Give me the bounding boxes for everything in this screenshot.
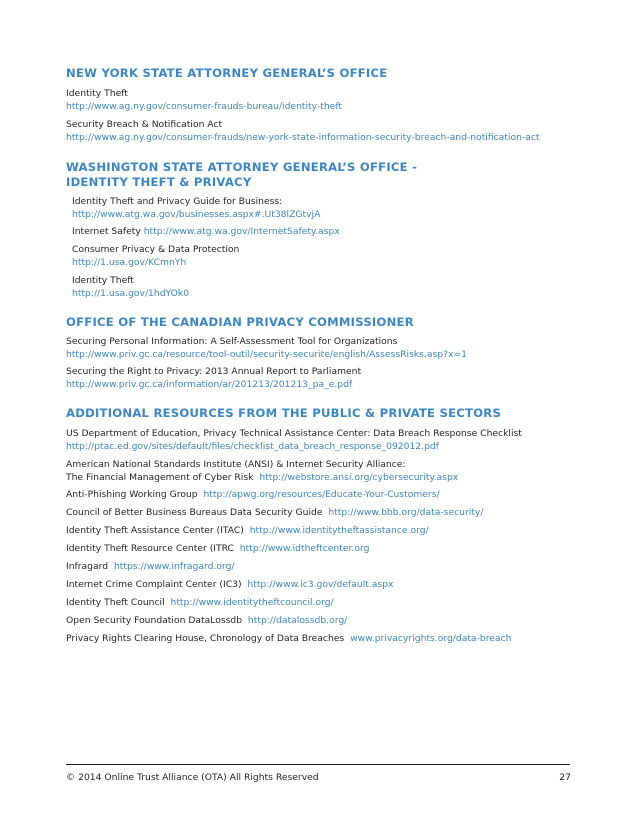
resource-entry [66,119,540,144]
resource-label: Infragard [66,561,109,572]
footer-divider [66,764,570,765]
resource-link[interactable]: http://webstore.ansi.org/cybersecurity.aspx [259,471,459,483]
resource-entry [66,459,458,484]
resource-entry [72,275,189,300]
resource-entry [72,196,320,221]
resource-link[interactable]: https://www.infragard.org/ [113,561,235,572]
resource-link[interactable]: http://www.atg.wa.gov/businesses.aspx#.Ut38lZGtvjA [72,208,321,220]
resource-link[interactable]: http://www.ag.ny.gov/consumer-frauds-bureau/identity-theft [66,100,343,112]
resource-entry [66,88,342,113]
section-heading-new-york: NEW YORK STATE ATTORNEY GENERAL’S OFFICE [66,66,388,80]
resource-label: Open Security Foundation DataLossdb [66,615,243,626]
resource-entry [66,561,235,574]
resource-link[interactable]: http://www.identitytheftcouncil.org/ [170,597,334,608]
resource-label: Security Breach & Notification Act [66,119,223,130]
resource-link[interactable]: http://ptac.ed.gov/sites/default/files/checklist_data_breach_response_092012.pdf [66,440,439,452]
resource-label: Internet Crime Complaint Center (IC3) [66,579,242,590]
resource-label: Securing Personal Information: A Self-Assessment Tool for Organizations [66,336,398,347]
resource-entry [66,579,393,592]
resource-label: Identity Theft and Privacy Guide for Business: [72,196,283,207]
page-number: 27 [559,772,571,783]
section-heading-washington [66,160,417,190]
resource-label: American National Standards Institute (ANSI) & Internet Security Alliance: [66,459,406,470]
resource-label: Privacy Rights Clearing House, Chronology of Data Breaches [66,633,345,644]
resource-link[interactable]: http://www.priv.gc.ca/information/ar/201213/201213_pa_e.pdf [66,378,353,390]
resource-label: The Financial Management of Cyber Risk [66,471,254,483]
resource-link[interactable]: http://www.idtheftcenter.org [239,543,370,554]
resource-link[interactable]: http://www.atg.wa.gov/InternetSafety.aspx [143,226,340,237]
resource-link[interactable]: http://www.ag.ny.gov/consumer-frauds/new-york-state-information-security-breach-and-notification-act [66,131,540,143]
resource-label: Internet Safety [72,226,141,237]
resource-entry [72,244,239,269]
resource-link[interactable]: http://1.usa.gov/1hdYOk0 [72,287,190,299]
resource-label: Anti-Phishing Working Group [66,489,198,500]
resource-link[interactable]: http://www.bbb.org/data-security/ [328,507,484,518]
resource-label: Consumer Privacy & Data Protection [72,244,240,255]
resource-entry [66,336,467,361]
resource-label: Securing the Right to Privacy: 2013 Annual Report to Parliament [66,366,362,377]
resource-label: Identity Theft [66,88,128,99]
section-heading-line: IDENTITY THEFT & PRIVACY [66,175,252,189]
resource-label: Identity Theft Assistance Center (ITAC) [66,525,244,536]
resource-label: US Department of Education, Privacy Technical Assistance Center: Data Breach Response Checklist [66,428,522,439]
footer-copyright: © 2014 Online Trust Alliance (OTA) All Rights Reserved [66,772,319,783]
resource-link[interactable]: http://www.ic3.gov/default.aspx [247,579,394,590]
resource-link[interactable]: http://apwg.org/resources/Educate-Your-Customers/ [203,489,440,500]
resource-entry [66,615,347,628]
section-heading-line: WASHINGTON STATE ATTORNEY GENERAL’S OFFICE - [66,160,418,174]
resource-entry [66,597,334,610]
section-heading-canadian: OFFICE OF THE CANADIAN PRIVACY COMMISSIONER [66,315,414,329]
resource-label: Council of Better Business Bureaus Data Security Guide [66,507,323,518]
resource-link[interactable]: http://1.usa.gov/KCmnYh [72,256,187,268]
resource-entry [66,366,361,391]
resource-entry [66,507,483,520]
resource-entry [72,226,340,239]
resource-label: Identity Theft [72,275,134,286]
resource-entry [66,525,429,538]
section-heading-additional-resources: ADDITIONAL RESOURCES FROM THE PUBLIC & PRIVATE SECTORS [66,406,502,420]
resource-link[interactable]: http://www.priv.gc.ca/resource/tool-outil/security-securite/english/AssessRisks.asp?x=1 [66,348,467,360]
resource-label: Identity Theft Resource Center (ITRC [66,543,234,554]
resource-link[interactable]: www.privacyrights.org/data-breach [350,633,512,644]
resource-link[interactable]: http://www.identitytheftassistance.org/ [249,525,429,536]
resource-link[interactable]: http://datalossdb.org/ [247,615,348,626]
resource-entry [66,428,522,453]
resource-entry [66,543,369,556]
resource-label: Identity Theft Council [66,597,165,608]
resource-entry [66,633,511,646]
resource-entry [66,489,440,502]
